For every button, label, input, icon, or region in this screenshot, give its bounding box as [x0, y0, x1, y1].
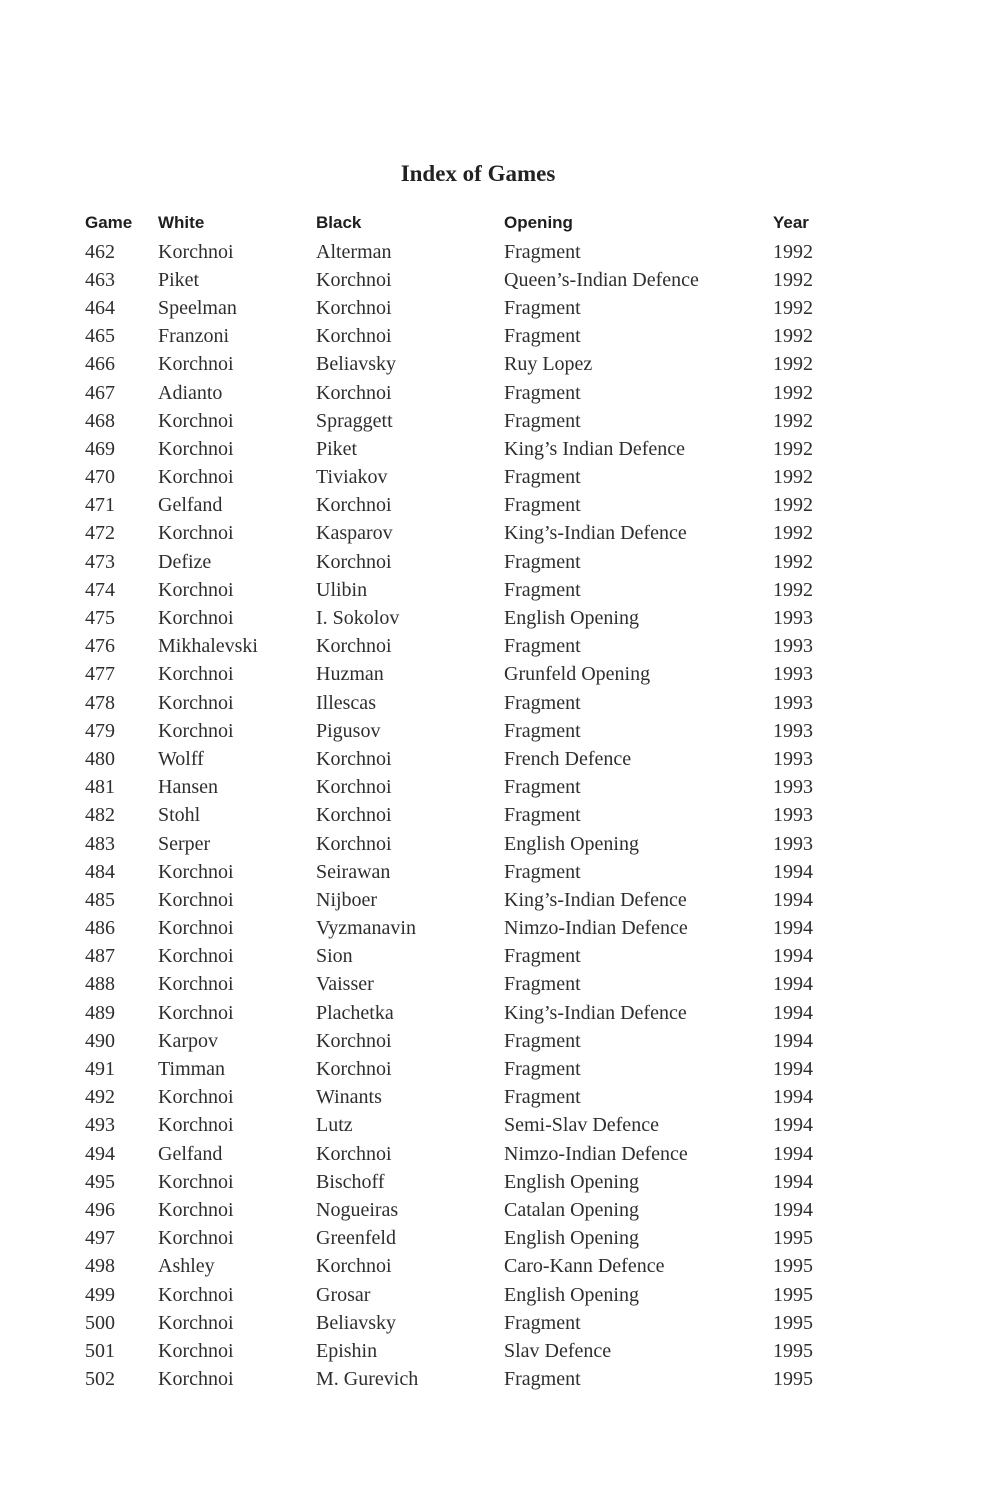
black-player-cell: Korchnoi [316, 1142, 392, 1165]
table-row [85, 294, 833, 322]
black-player-cell: Vaisser [316, 973, 374, 996]
game-number-cell: 489 [85, 1001, 115, 1024]
opening-cell: Fragment [504, 1058, 581, 1081]
table-row [85, 604, 833, 632]
opening-cell: English Opening [504, 832, 639, 855]
game-number-cell: 468 [85, 409, 115, 432]
table-row [85, 238, 833, 266]
table-row [85, 1337, 833, 1365]
opening-cell: Fragment [504, 776, 581, 799]
black-player-cell: Sion [316, 945, 353, 968]
white-player-cell: Korchnoi [158, 353, 234, 376]
opening-cell: Catalan Opening [504, 1198, 639, 1221]
white-player-cell: Korchnoi [158, 240, 234, 263]
game-number-cell: 478 [85, 691, 115, 714]
game-number-cell: 501 [85, 1339, 115, 1362]
opening-cell: Fragment [504, 973, 581, 996]
year-cell: 1992 [773, 409, 813, 432]
game-number-cell: 476 [85, 635, 115, 658]
opening-cell: Fragment [504, 494, 581, 517]
year-cell: 1994 [773, 945, 813, 968]
opening-cell: Caro-Kann Defence [504, 1255, 665, 1278]
black-player-cell: Korchnoi [316, 776, 392, 799]
white-player-cell: Korchnoi [158, 973, 234, 996]
year-cell: 1994 [773, 917, 813, 940]
game-number-cell: 498 [85, 1255, 115, 1278]
year-cell: 1992 [773, 494, 813, 517]
year-cell: 1993 [773, 804, 813, 827]
game-number-cell: 500 [85, 1311, 115, 1334]
table-row [85, 745, 833, 773]
table-row [85, 717, 833, 745]
table-row [85, 943, 833, 971]
game-number-cell: 490 [85, 1029, 115, 1052]
game-number-cell: 479 [85, 719, 115, 742]
column-header-year: Year [773, 213, 809, 232]
table-row [85, 520, 833, 548]
white-player-cell: Franzoni [158, 325, 230, 348]
opening-cell: English Opening [504, 607, 639, 630]
game-number-cell: 465 [85, 325, 115, 348]
white-player-cell: Korchnoi [158, 1086, 234, 1109]
black-player-cell: Winants [316, 1086, 382, 1109]
white-player-cell: Korchnoi [158, 888, 234, 911]
game-number-cell: 493 [85, 1114, 115, 1137]
table-row [85, 774, 833, 802]
game-number-cell: 481 [85, 776, 115, 799]
opening-cell: Fragment [504, 1311, 581, 1334]
opening-cell: English Opening [504, 1170, 639, 1193]
opening-cell: King’s-Indian Defence [504, 888, 687, 911]
white-player-cell: Korchnoi [158, 409, 234, 432]
black-player-cell: Plachetka [316, 1001, 394, 1024]
white-player-cell: Korchnoi [158, 1198, 234, 1221]
game-number-cell: 496 [85, 1198, 115, 1221]
opening-cell: Fragment [504, 550, 581, 573]
opening-cell: Queen’s-Indian Defence [504, 268, 699, 291]
black-player-cell: Vyzmanavin [316, 917, 416, 940]
game-number-cell: 485 [85, 888, 115, 911]
game-number-cell: 497 [85, 1227, 115, 1250]
year-cell: 1993 [773, 776, 813, 799]
games-index-table [85, 208, 833, 1394]
year-cell: 1993 [773, 719, 813, 742]
white-player-cell: Mikhalevski [158, 635, 258, 658]
table-row [85, 633, 833, 661]
game-number-cell: 492 [85, 1086, 115, 1109]
white-player-cell: Korchnoi [158, 1339, 234, 1362]
year-cell: 1994 [773, 1170, 813, 1193]
opening-cell: Fragment [504, 945, 581, 968]
white-player-cell: Stohl [158, 804, 201, 827]
white-player-cell: Defize [158, 550, 212, 573]
game-number-cell: 464 [85, 296, 115, 319]
year-cell: 1992 [773, 381, 813, 404]
table-row [85, 830, 833, 858]
white-player-cell: Korchnoi [158, 917, 234, 940]
game-number-cell: 462 [85, 240, 115, 263]
white-player-cell: Korchnoi [158, 860, 234, 883]
game-number-cell: 495 [85, 1170, 115, 1193]
opening-cell: Fragment [504, 409, 581, 432]
opening-cell: Fragment [504, 1368, 581, 1391]
white-player-cell: Korchnoi [158, 1227, 234, 1250]
table-row [85, 576, 833, 604]
black-player-cell: Korchnoi [316, 1029, 392, 1052]
table-row [85, 858, 833, 886]
game-number-cell: 480 [85, 747, 115, 770]
table-row [85, 407, 833, 435]
game-number-cell: 499 [85, 1283, 115, 1306]
white-player-cell: Wolff [158, 747, 204, 770]
white-player-cell: Korchnoi [158, 607, 234, 630]
opening-cell: Fragment [504, 804, 581, 827]
black-player-cell: Alterman [316, 240, 392, 263]
table-row [85, 1225, 833, 1253]
opening-cell: Semi-Slav Defence [504, 1114, 659, 1137]
table-row [85, 915, 833, 943]
white-player-cell: Korchnoi [158, 719, 234, 742]
white-player-cell: Korchnoi [158, 663, 234, 686]
black-player-cell: Korchnoi [316, 268, 392, 291]
opening-cell: Fragment [504, 381, 581, 404]
year-cell: 1994 [773, 1001, 813, 1024]
black-player-cell: Kasparov [316, 522, 393, 545]
black-player-cell: Epishin [316, 1339, 378, 1362]
game-number-cell: 473 [85, 550, 115, 573]
black-player-cell: Seirawan [316, 860, 391, 883]
game-number-cell: 472 [85, 522, 115, 545]
white-player-cell: Serper [158, 832, 211, 855]
table-row [85, 689, 833, 717]
white-player-cell: Ashley [158, 1255, 215, 1278]
year-cell: 1992 [773, 268, 813, 291]
year-cell: 1994 [773, 888, 813, 911]
year-cell: 1992 [773, 466, 813, 489]
black-player-cell: Illescas [316, 691, 376, 714]
black-player-cell: I. Sokolov [316, 607, 400, 630]
white-player-cell: Korchnoi [158, 1001, 234, 1024]
year-cell: 1994 [773, 1114, 813, 1137]
white-player-cell: Gelfand [158, 1142, 223, 1165]
column-header-opening: Opening [504, 213, 573, 232]
opening-cell: Fragment [504, 1029, 581, 1052]
year-cell: 1993 [773, 607, 813, 630]
black-player-cell: Korchnoi [316, 747, 392, 770]
white-player-cell: Piket [158, 268, 200, 291]
year-cell: 1992 [773, 578, 813, 601]
black-player-cell: Pigusov [316, 719, 381, 742]
table-row [85, 971, 833, 999]
white-player-cell: Gelfand [158, 494, 223, 517]
black-player-cell: M. Gurevich [316, 1368, 419, 1391]
table-row [85, 661, 833, 689]
white-player-cell: Hansen [158, 776, 218, 799]
game-number-cell: 475 [85, 607, 115, 630]
game-number-cell: 491 [85, 1058, 115, 1081]
table-row [85, 1027, 833, 1055]
year-cell: 1992 [773, 325, 813, 348]
black-player-cell: Korchnoi [316, 296, 392, 319]
table-row [85, 379, 833, 407]
table-row [85, 1309, 833, 1337]
opening-cell: Nimzo-Indian Defence [504, 1142, 688, 1165]
white-player-cell: Karpov [158, 1029, 218, 1052]
white-player-cell: Korchnoi [158, 945, 234, 968]
black-player-cell: Greenfeld [316, 1227, 396, 1250]
game-number-cell: 502 [85, 1368, 115, 1391]
opening-cell: Ruy Lopez [504, 353, 593, 376]
black-player-cell: Korchnoi [316, 804, 392, 827]
table-row [85, 1281, 833, 1309]
game-number-cell: 494 [85, 1142, 115, 1165]
game-number-cell: 469 [85, 437, 115, 460]
black-player-cell: Korchnoi [316, 381, 392, 404]
column-header-white: White [158, 213, 205, 232]
opening-cell: Fragment [504, 578, 581, 601]
white-player-cell: Korchnoi [158, 466, 234, 489]
year-cell: 1994 [773, 1029, 813, 1052]
year-cell: 1994 [773, 860, 813, 883]
table-row [85, 886, 833, 914]
opening-cell: King’s-Indian Defence [504, 1001, 687, 1024]
year-cell: 1993 [773, 691, 813, 714]
table-row [85, 1366, 833, 1394]
white-player-cell: Adianto [158, 381, 223, 404]
black-player-cell: Huzman [316, 663, 384, 686]
black-player-cell: Korchnoi [316, 494, 392, 517]
opening-cell: Fragment [504, 691, 581, 714]
game-number-cell: 474 [85, 578, 115, 601]
table-row [85, 1253, 833, 1281]
opening-cell: Fragment [504, 240, 581, 263]
game-number-cell: 470 [85, 466, 115, 489]
table-row [85, 266, 833, 294]
white-player-cell: Korchnoi [158, 1114, 234, 1137]
year-cell: 1993 [773, 635, 813, 658]
opening-cell: Fragment [504, 719, 581, 742]
table-row [85, 1140, 833, 1168]
game-number-cell: 487 [85, 945, 115, 968]
black-player-cell: Grosar [316, 1283, 371, 1306]
white-player-cell: Korchnoi [158, 437, 234, 460]
opening-cell: Fragment [504, 860, 581, 883]
white-player-cell: Korchnoi [158, 1283, 234, 1306]
white-player-cell: Korchnoi [158, 1170, 234, 1193]
black-player-cell: Lutz [316, 1114, 353, 1137]
page-title: Index of Games [400, 161, 556, 187]
opening-cell: King’s-Indian Defence [504, 522, 687, 545]
white-player-cell: Korchnoi [158, 578, 234, 601]
table-row [85, 492, 833, 520]
black-player-cell: Nogueiras [316, 1198, 399, 1221]
game-number-cell: 471 [85, 494, 115, 517]
table-row [85, 435, 833, 463]
opening-cell: Fragment [504, 466, 581, 489]
table-row [85, 1055, 833, 1083]
year-cell: 1994 [773, 1142, 813, 1165]
year-cell: 1995 [773, 1311, 813, 1334]
opening-cell: Fragment [504, 325, 581, 348]
year-cell: 1993 [773, 663, 813, 686]
year-cell: 1993 [773, 747, 813, 770]
year-cell: 1992 [773, 437, 813, 460]
year-cell: 1992 [773, 240, 813, 263]
white-player-cell: Korchnoi [158, 1311, 234, 1334]
year-cell: 1995 [773, 1283, 813, 1306]
black-player-cell: Ulibin [316, 578, 368, 601]
year-cell: 1992 [773, 522, 813, 545]
white-player-cell: Korchnoi [158, 522, 234, 545]
white-player-cell: Speelman [158, 296, 237, 319]
black-player-cell: Beliavsky [316, 1311, 396, 1334]
black-player-cell: Korchnoi [316, 1058, 392, 1081]
year-cell: 1992 [773, 353, 813, 376]
black-player-cell: Piket [316, 437, 358, 460]
opening-cell: King’s Indian Defence [504, 437, 686, 460]
opening-cell: Grunfeld Opening [504, 663, 651, 686]
year-cell: 1992 [773, 550, 813, 573]
year-cell: 1994 [773, 973, 813, 996]
table-row [85, 802, 833, 830]
year-cell: 1994 [773, 1086, 813, 1109]
white-player-cell: Timman [158, 1058, 226, 1081]
black-player-cell: Spraggett [316, 409, 393, 432]
year-cell: 1994 [773, 1198, 813, 1221]
table-row [85, 999, 833, 1027]
black-player-cell: Korchnoi [316, 325, 392, 348]
table-body [85, 238, 833, 1394]
black-player-cell: Bischoff [316, 1170, 385, 1193]
table-row [85, 548, 833, 576]
white-player-cell: Korchnoi [158, 691, 234, 714]
opening-cell: French Defence [504, 747, 632, 770]
table-header-row [85, 208, 833, 238]
opening-cell: Slav Defence [504, 1339, 612, 1362]
black-player-cell: Korchnoi [316, 832, 392, 855]
game-number-cell: 467 [85, 381, 115, 404]
opening-cell: English Opening [504, 1227, 639, 1250]
game-number-cell: 477 [85, 663, 115, 686]
game-number-cell: 463 [85, 268, 115, 291]
black-player-cell: Nijboer [316, 888, 378, 911]
table-row [85, 1112, 833, 1140]
opening-cell: Fragment [504, 1086, 581, 1109]
year-cell: 1994 [773, 1058, 813, 1081]
column-header-black: Black [316, 213, 362, 232]
game-number-cell: 482 [85, 804, 115, 827]
table-row [85, 1084, 833, 1112]
opening-cell: English Opening [504, 1283, 639, 1306]
white-player-cell: Korchnoi [158, 1368, 234, 1391]
year-cell: 1995 [773, 1339, 813, 1362]
game-number-cell: 483 [85, 832, 115, 855]
game-number-cell: 484 [85, 860, 115, 883]
black-player-cell: Korchnoi [316, 550, 392, 573]
game-number-cell: 466 [85, 353, 115, 376]
black-player-cell: Korchnoi [316, 635, 392, 658]
game-number-cell: 488 [85, 973, 115, 996]
opening-cell: Fragment [504, 296, 581, 319]
year-cell: 1992 [773, 296, 813, 319]
year-cell: 1995 [773, 1368, 813, 1391]
table-row [85, 351, 833, 379]
year-cell: 1995 [773, 1255, 813, 1278]
table-row [85, 464, 833, 492]
table-row [85, 1168, 833, 1196]
black-player-cell: Beliavsky [316, 353, 396, 376]
opening-cell: Fragment [504, 635, 581, 658]
year-cell: 1993 [773, 832, 813, 855]
black-player-cell: Korchnoi [316, 1255, 392, 1278]
table-row [85, 1196, 833, 1224]
table-row [85, 323, 833, 351]
black-player-cell: Tiviakov [316, 466, 388, 489]
opening-cell: Nimzo-Indian Defence [504, 917, 688, 940]
year-cell: 1995 [773, 1227, 813, 1250]
column-header-game: Game [85, 213, 133, 232]
game-number-cell: 486 [85, 917, 115, 940]
